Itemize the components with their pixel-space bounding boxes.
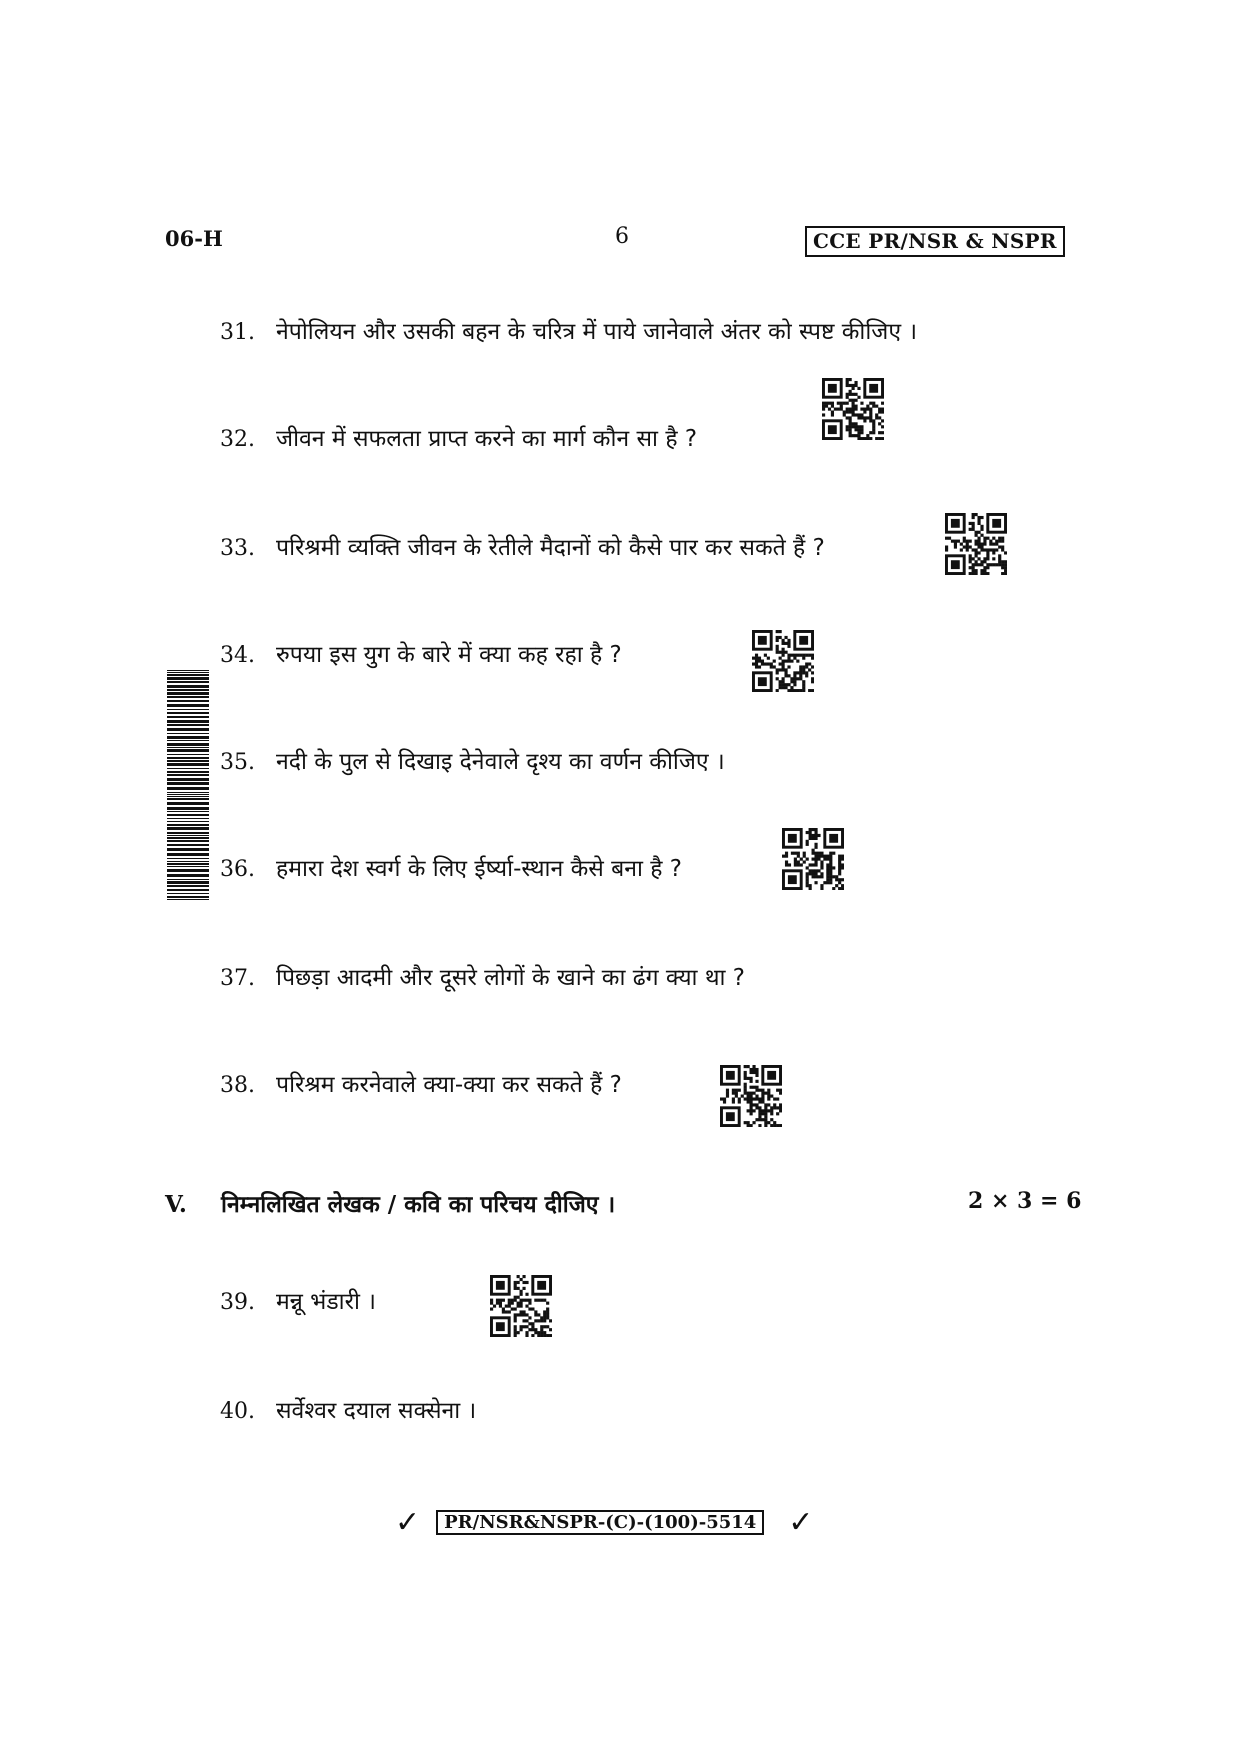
check-mark-icon: ✓ bbox=[788, 1505, 814, 1540]
question-33 bbox=[220, 530, 825, 562]
question-35 bbox=[220, 744, 725, 776]
question-number: 35. bbox=[220, 750, 255, 775]
question-38 bbox=[220, 1067, 622, 1099]
question-36 bbox=[220, 851, 682, 883]
footer-code: PR/NSR&NSPR-(C)-(100)-5514 bbox=[436, 1510, 764, 1535]
check-mark-icon: ✓ bbox=[395, 1505, 421, 1540]
section-marks: 2 × 3 = 6 bbox=[968, 1188, 1082, 1214]
question-text: सर्वेश्वर दयाल सक्सेना । bbox=[276, 1398, 477, 1424]
question-number: 33. bbox=[220, 536, 255, 561]
question-number: 39. bbox=[220, 1290, 255, 1315]
question-32 bbox=[220, 421, 697, 453]
question-number: 34. bbox=[220, 643, 255, 668]
question-text: नेपोलियन और उसकी बहन के चरित्र में पाये जानेवाले अंतर को स्पष्ट कीजिए । bbox=[276, 319, 918, 345]
question-text: रुपया इस युग के बारे में क्या कह रहा है ? bbox=[276, 642, 622, 668]
section-title: निम्नलिखित लेखक / कवि का परिचय दीजिए । bbox=[221, 1192, 616, 1218]
section-number: V. bbox=[165, 1191, 187, 1218]
question-text: मन्नू भंडारी । bbox=[276, 1289, 376, 1315]
qr-code-icon[interactable] bbox=[822, 378, 884, 440]
qr-code-icon[interactable] bbox=[720, 1065, 782, 1127]
question-number: 32. bbox=[220, 427, 255, 452]
question-37 bbox=[220, 960, 745, 992]
question-number: 40. bbox=[220, 1399, 255, 1424]
question-39 bbox=[220, 1284, 376, 1316]
question-text: नदी के पुल से दिखाइ देनेवाले दृश्य का वर्णन कीजिए । bbox=[276, 749, 725, 775]
question-number: 36. bbox=[220, 857, 255, 882]
paper-code: 06-H bbox=[165, 226, 223, 251]
question-31 bbox=[220, 314, 917, 346]
question-34 bbox=[220, 637, 622, 669]
barcode-icon bbox=[167, 670, 209, 900]
qr-code-icon[interactable] bbox=[782, 828, 844, 890]
question-text: जीवन में सफलता प्राप्त करने का मार्ग कौन सा है ? bbox=[276, 426, 698, 452]
qr-code-icon[interactable] bbox=[490, 1275, 552, 1337]
question-number: 31. bbox=[220, 320, 255, 345]
question-text: परिश्रमी व्यक्ति जीवन के रेतीले मैदानों को कैसे पार कर सकते हैं ? bbox=[276, 535, 825, 561]
question-text: पिछड़ा आदमी और दूसरे लोगों के खाने का ढंग क्या था ? bbox=[276, 965, 746, 991]
qr-code-icon[interactable] bbox=[945, 513, 1007, 575]
exam-code-box: CCE PR/NSR & NSPR bbox=[805, 226, 1065, 257]
page-number: 6 bbox=[615, 224, 629, 249]
question-number: 38. bbox=[220, 1073, 255, 1098]
footer bbox=[395, 1505, 813, 1540]
question-text: हमारा देश स्वर्ग के लिए ईर्ष्या-स्थान कैसे बना है ? bbox=[276, 856, 683, 882]
question-text: परिश्रम करनेवाले क्या-क्या कर सकते हैं ? bbox=[276, 1072, 622, 1098]
question-number: 37. bbox=[220, 966, 255, 991]
question-40 bbox=[220, 1393, 476, 1425]
qr-code-icon[interactable] bbox=[752, 630, 814, 692]
section-v-heading bbox=[165, 1187, 615, 1219]
